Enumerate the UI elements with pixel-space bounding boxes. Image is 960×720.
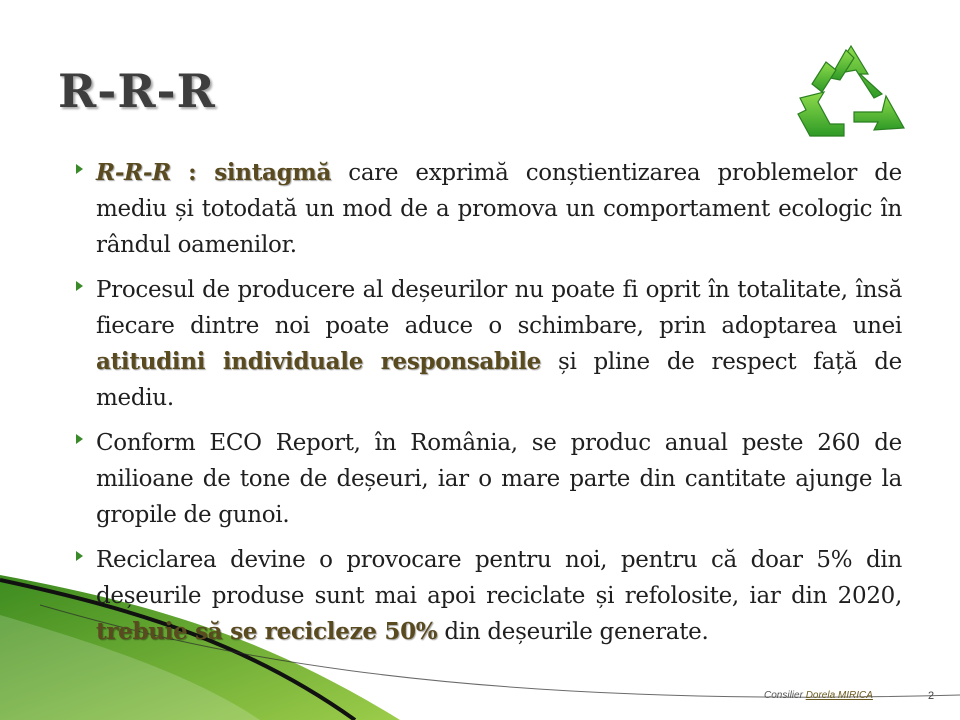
bullet-item [74,542,902,650]
footer-author: Dorela MIRICA [805,690,873,701]
highlighted-phrase: R-R-R [96,159,171,186]
text-segment: din deșeurile generate. [437,619,709,645]
bullet-list [74,155,902,659]
bullet-item [74,425,902,533]
bullet-item [74,272,902,416]
bullet-text [96,155,902,263]
page-number: 2 [928,690,935,702]
highlighted-phrase: trebuie să se recicleze 50% [96,618,438,645]
bullet-text [96,272,902,416]
bullet-item [74,155,902,263]
text-segment: care exprimă conștientizarea problemelor de mediu și totodată un mod de a promova un comportament ecologic în rândul oamenilor. [96,160,902,258]
triangle-bullet-icon [76,551,83,561]
triangle-bullet-icon [76,434,83,444]
bullet-text [96,425,902,533]
text-segment: Procesul de producere al deșeurilor nu poate fi oprit în totalitate, însă fiecare dintre noi poate aduce o schimbare, prin adoptarea unei [96,277,902,339]
footer-prefix: Consilier [764,690,806,701]
recycle-icon [790,36,912,150]
text-segment: Conform ECO Report, în România, se produc anual peste 260 de milioane de tone de deșeuri, iar o mare parte din cantitate ajunge la gropile de gunoi. [96,430,902,528]
highlighted-phrase: : sintagmă [188,159,332,186]
footer-signature [764,690,873,701]
slide-title: R-R-R [58,64,216,118]
triangle-bullet-icon [76,164,83,174]
bullet-text [96,542,902,650]
triangle-bullet-icon [76,281,83,291]
text-segment [171,160,188,186]
text-segment: și pline de respect față de mediu. [96,349,902,411]
highlighted-phrase: atitudini individuale responsabile [96,348,541,375]
text-segment: Reciclarea devine o provocare pentru noi, pentru că doar 5% din deșeurile produse sunt mai apoi reciclate și refolosite, iar din 2020, [96,547,902,609]
